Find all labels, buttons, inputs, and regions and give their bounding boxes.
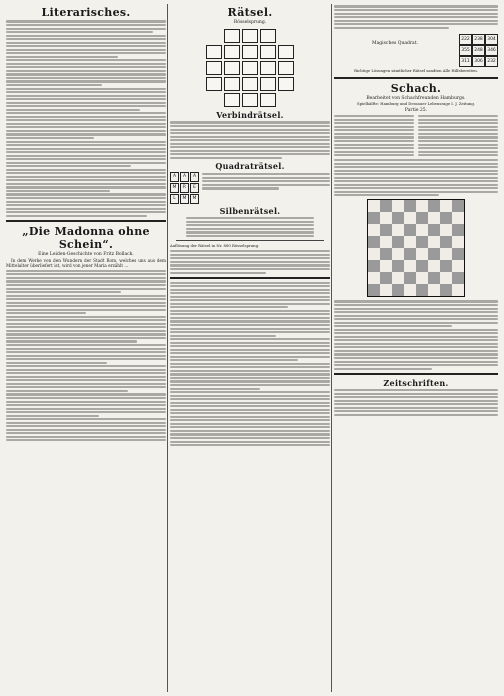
- chess-problem-subtitle: Partie 25.: [404, 107, 428, 113]
- story-subtitle: Eine Leiden-Geschichte von Fritz Bollack.: [38, 251, 134, 257]
- chess-heading: Schach.: [390, 81, 442, 95]
- column-puzzles: [170, 4, 330, 692]
- square-grid: A A A M R E L M M: [170, 172, 199, 204]
- story-heading: „Die Madonna ohne Schein“.: [22, 224, 150, 251]
- continued-story-text: [170, 282, 330, 447]
- magic-square-label: Magisches Quadrat.: [372, 40, 418, 46]
- solutions-heading: Auflösung der Rätsel in Nr. 860 Rösselsprung.: [170, 243, 260, 249]
- chess-moves-table: [334, 114, 498, 158]
- connection-puzzle-heading: Verbindrätsel.: [216, 110, 284, 120]
- square-puzzle-heading: Quadraträtsel.: [215, 160, 285, 171]
- column-literature: [6, 4, 166, 692]
- section-divider-4: [334, 373, 498, 375]
- chess-problem-title: Spielhälfte: Hamburg und Dessauer Lebensrage I. J. Zeitung.: [356, 100, 475, 106]
- story-text-block: [6, 270, 166, 442]
- literature-text-block: [6, 20, 166, 216]
- puzzle-continued-text: [334, 5, 498, 28]
- feuilleton-text: [334, 389, 498, 416]
- chess-board: [367, 199, 465, 297]
- section-divider-2: [170, 277, 330, 279]
- chess-commentary: [334, 159, 498, 196]
- magic-square: 222 238 304 355 248 346 311 306 232: [459, 34, 498, 67]
- feuilleton-heading: Zeitschriften.: [383, 377, 449, 388]
- solutions-divider: [176, 240, 324, 241]
- syllable-puzzle-text: [170, 217, 330, 237]
- section-divider-3: [334, 77, 498, 79]
- knight-tour-subtitle: Rösselsprung.: [233, 20, 267, 25]
- chess-subtitle: Bearbeitet von Schachfreunden Hamburgs.: [366, 95, 466, 101]
- story-intro: In dem Werke von den Wundern der Stadt Rom, welches uns aus dem Mittelalter überliefert ist, wird von jener Maria erzählt ...: [6, 257, 166, 269]
- square-puzzle: [170, 172, 330, 204]
- column-chess: [334, 4, 498, 692]
- knight-tour-puzzle: [206, 29, 294, 107]
- solutions-text: [170, 250, 330, 273]
- connection-puzzle-text: [170, 121, 330, 158]
- column-rule-2: [331, 4, 332, 692]
- literature-heading: Literarisches.: [41, 6, 131, 19]
- chess-analysis-text: [334, 300, 498, 369]
- syllable-puzzle-heading: Silbenrätsel.: [219, 205, 281, 216]
- column-rule-1: [167, 4, 168, 692]
- correct-solutions-note: Richtige Lösungen sämtlicher Rätsel sandten Alle Hilfsbereiten.: [354, 67, 478, 73]
- puzzles-heading: Rätsel.: [227, 6, 273, 19]
- section-divider: [6, 220, 166, 222]
- magic-square-section: [334, 32, 498, 69]
